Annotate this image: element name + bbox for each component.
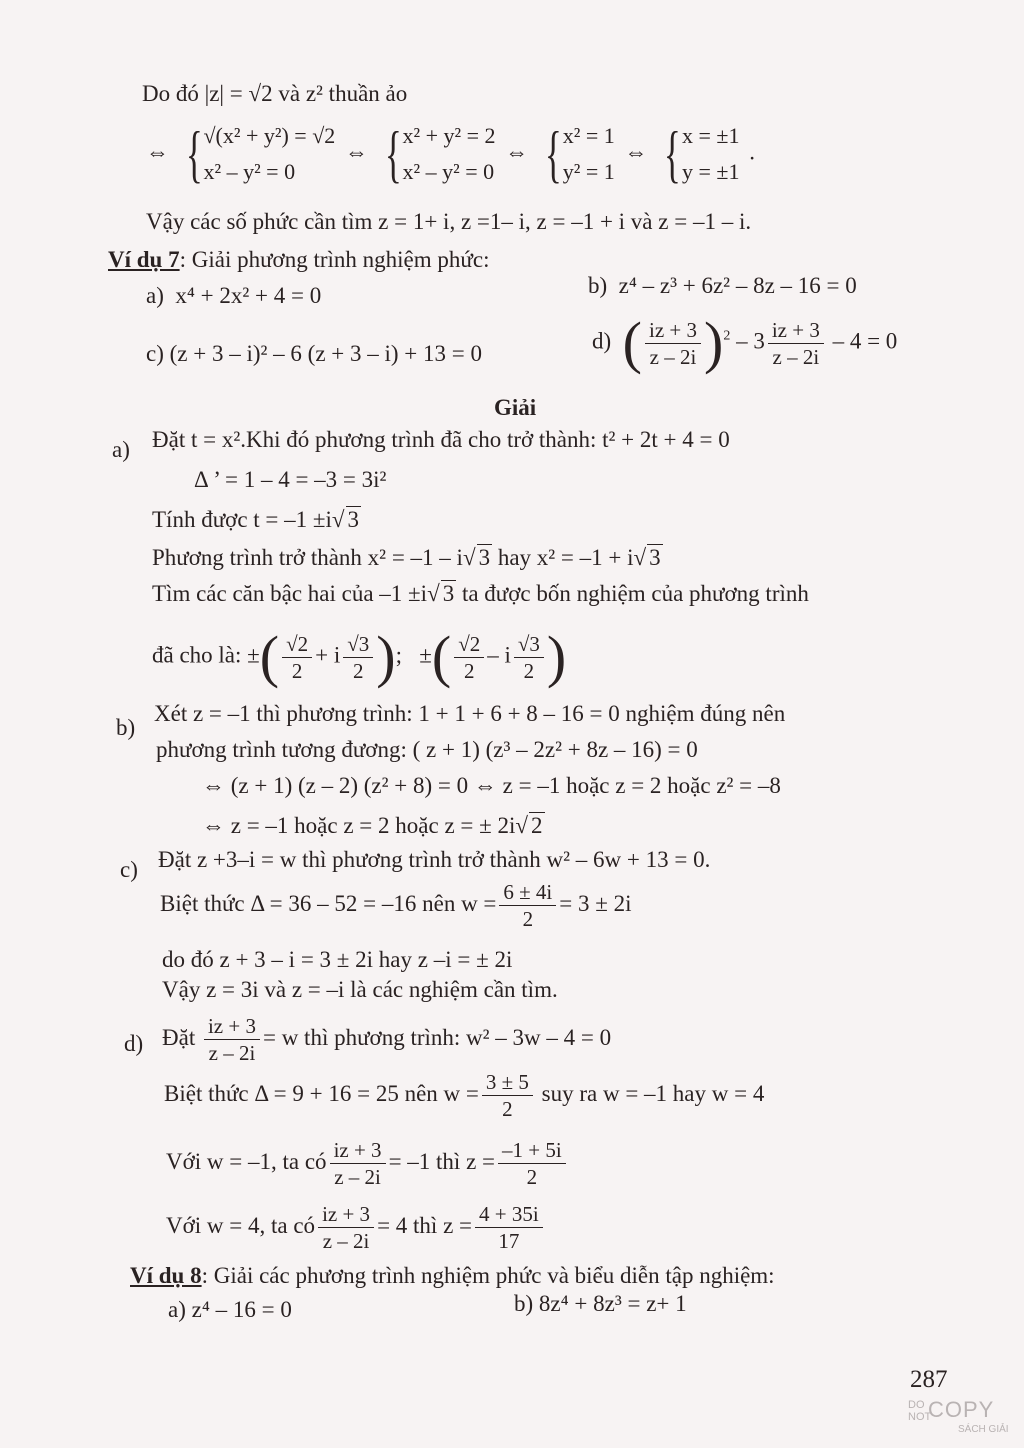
label-a: a): [112, 437, 130, 462]
example-7-heading: Ví dụ 7: Giải phương trình nghiệm phức:: [108, 247, 490, 272]
example-8-heading: Ví dụ 8: Giải các phương trình nghiệm phức và biểu diễn tập nghiệm:: [130, 1263, 775, 1288]
solution-heading: Giải: [494, 395, 537, 420]
solution-c-line4: Vậy z = 3i và z = –i là các nghiệm cần tìm.: [162, 977, 558, 1002]
example-7-a: a) x⁴ + 2x² + 4 = 0: [146, 283, 322, 308]
solution-b-line4: ⇔ z = –1 hoặc z = 2 hoặc z = ± 2i√ 2: [202, 813, 543, 838]
solution-b-line2: phương trình tương đương: ( z + 1) (z³ – 2z² + 8z – 16) = 0: [156, 737, 698, 762]
system-2: { x² + y² = 2 x² – y² = 0: [384, 118, 496, 189]
line-conclusion: Vậy các số phức cần tìm z = 1+ i, z =1– i, z = –1 + i và z = –1 – i.: [146, 209, 752, 234]
solution-c-line1: Đặt z +3–i = w thì phương trình trở thành w² – 6w + 13 = 0.: [158, 847, 711, 872]
solution-d-line3: Với w = –1, ta có $\frac{iz + 3}{z - 2i}$ = –1 thì z = $\frac{-1 + 5i}{2}$: [166, 1138, 569, 1189]
page-number: 287: [910, 1366, 948, 1393]
solution-a-roots: đã cho là: ±( $\frac{√2}{2}$ + i $\frac{√3}{2}$ ); ±( $\frac{√2}{2}$ – i $\frac{√3}{2}$ ): [152, 624, 567, 689]
solution-a-line1: Đặt t = x².Khi đó phương trình đã cho trở thành: t² + 2t + 4 = 0: [152, 427, 730, 452]
solution-a-roots-text: Tìm các căn bậc hai của –1 ±i√ 3 ta được bốn nghiệm của phương trình: [152, 581, 809, 606]
solution-c-line2: Biệt thức Δ = 36 – 52 = –16 nên w = $\frac{6 \pm 4i}{2}$ = 3 ± 2i: [160, 880, 632, 931]
watermark-logo: DO NOT COPY SÁCH GIẢI: [908, 1397, 1009, 1435]
equation-system-line: ⇔ { √(x² + y²) = √2 x² – y² = 0 ⇔ { x² + y² = 2 x² – y² = 0 ⇔ { x² = 1 y² = 1 ⇔ { x = ±1 y = ±1 .: [146, 118, 755, 189]
example-8-b: b) 8z⁴ + 8z³ = z+ 1: [514, 1291, 687, 1316]
solution-a-x2: Phương trình trở thành x² = –1 – i√ 3 hay x² = –1 + i√ 3: [152, 545, 661, 570]
example-7-c: c) (z + 3 – i)² – 6 (z + 3 – i) + 13 = 0: [146, 341, 482, 366]
solution-b-line3: ⇔ (z + 1) (z – 2) (z² + 8) = 0 ⇔ z = –1 hoặc z = 2 hoặc z² = –8: [202, 773, 781, 798]
line-modulus: Do đó |z| = √2 và z² thuần ảo: [142, 81, 408, 106]
example-7-d: d) ( $\frac{iz + 3}{z - 2i}$ )$^2$ – 3 $\frac{iz + 3}{z - 2i}$ – 4 = 0: [592, 310, 898, 375]
solution-d-line4: Với w = 4, ta có $\frac{iz + 3}{z - 2i}$ = 4 thì z = $\frac{4 + 35i}{17}$: [166, 1202, 546, 1253]
example-8-a: a) z⁴ – 16 = 0: [168, 1297, 292, 1322]
example-7-b: b) z⁴ – z³ + 6z² – 8z – 16 = 0: [588, 273, 857, 298]
solution-a-delta: Δ ’ = 1 – 4 = –3 = 3i²: [194, 467, 387, 492]
equiv-arrow: ⇔: [146, 139, 169, 165]
label-c: c): [120, 857, 138, 882]
solution-c-line3: do đó z + 3 – i = 3 ± 2i hay z –i = ± 2i: [162, 947, 513, 972]
label-d: d): [124, 1031, 144, 1056]
solution-d-line2: Biệt thức Δ = 9 + 16 = 25 nên w = $\frac{3 \pm 5}{2}$ suy ra w = –1 hay w = 4: [164, 1070, 765, 1121]
system-1: { √(x² + y²) = √2 x² – y² = 0: [185, 118, 336, 189]
solution-b-line1: Xét z = –1 thì phương trình: 1 + 1 + 6 + 8 – 16 = 0 nghiệm đúng nên: [154, 701, 786, 726]
solution-d-line1: Đặt $\frac{iz + 3}{z - 2i}$ = w thì phương trình: w² – 3w – 4 = 0: [162, 1014, 612, 1065]
system-4: { x = ±1 y = ±1: [664, 118, 740, 189]
label-b: b): [116, 715, 136, 740]
solution-a-t: Tính được t = –1 ±i√ 3: [152, 507, 360, 532]
system-3: { x² = 1 y² = 1: [544, 118, 615, 189]
